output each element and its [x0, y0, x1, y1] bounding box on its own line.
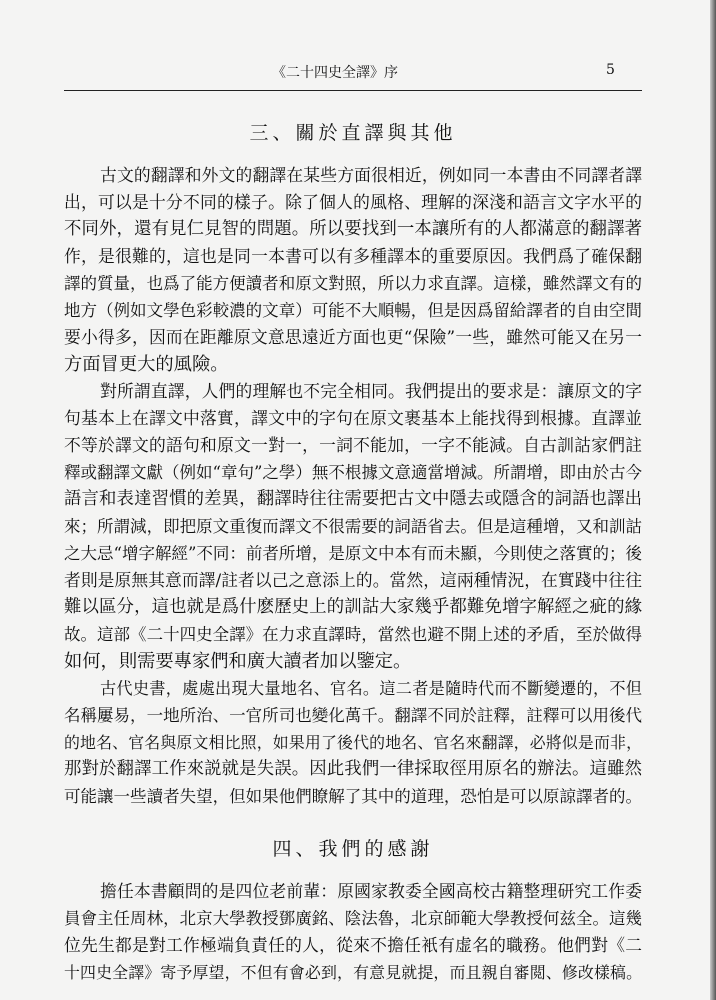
page-edge-shadow	[710, 0, 716, 1000]
text-line: 不同外，還有見仁見智的問題。所以要找到一本讓所有的人都滿意的翻譯著	[64, 219, 642, 239]
text-line: 方面冒更大的風險。	[64, 354, 229, 375]
text-line: 者則是原無其意而譯/註者以己之意添上的。當然，這兩種情況，在實踐中往往	[64, 570, 642, 590]
text-line: 如何，則需要專家們和廣大讀者加以鑒定。	[64, 651, 412, 672]
text-line: 之大忌“增字解經”不同：前者所增，是原文中本有而未顯，今則使之落實的；後	[64, 544, 642, 563]
text-line: 古文的翻譯和外文的翻譯在某些方面很相近，例如同一本書由不同譯者譯	[100, 165, 642, 185]
text-line: 的地名、官名與原文相比照，如果用了後代的地名、官名來翻譯，必將似是而非，	[64, 733, 642, 752]
section-heading-translation-approach: 三、關於直譯與其他	[249, 122, 457, 144]
text-line: 句基本上在譯文中落實，譯文中的字句在原文裹基本上能找得到根據。直譯並	[64, 408, 642, 428]
page-number: 5	[606, 62, 615, 78]
text-line: 故。這部《二十四史全譯》在力求直譯時，當然也避不開上述的矛盾，至於做得	[64, 625, 642, 644]
text-line: 古代史書，處處出現大量地名、官名。這二者是隨時代而不斷變遷的，不但	[100, 679, 642, 698]
text-line: 十四史全譯》寄予厚望，不但有會必到，有意見就提，而且親自審閲、修改樣稿。	[64, 963, 642, 982]
text-line: 員會主任周林，北京大學教授鄧廣銘、陰法魯，北京師範大學教授何兹全。這幾	[64, 909, 642, 928]
text-line: 出，可以是十分不同的樣子。除了個人的風格、理解的深淺和語言文字水平的	[64, 192, 642, 212]
text-line: 名稱屢易，一地所治、一官所司也變化萬千。翻譯不同於註釋，註釋可以用後代	[64, 706, 642, 725]
text-line: 不等於譯文的語句和原文一對一，一詞不能加，一字不能減。自古訓詁家們註	[64, 435, 642, 455]
text-line: 難以區分，這也就是爲什麽歷史上的訓詁大家幾乎都難免增字解經之疵的緣	[64, 597, 642, 617]
running-head-title: 《二十四史全譯》序	[272, 65, 398, 81]
text-line: 語言和表達習慣的差異，翻譯時往往需要把古文中隱去或隱含的詞語也譯出	[64, 489, 642, 509]
text-line: 擔任本書顧問的是四位老前輩：原國家教委全國高校古籍整理研究工作委	[100, 881, 642, 901]
text-line: 譯的質量，也爲了能方便讀者和原文對照，所以力求直譯。這樣，雖然譯文有的	[64, 274, 642, 293]
text-line: 釋或翻譯文獻（例如“章句”之學）無不根據文意適當增減。所謂增，即由於古今	[64, 463, 642, 482]
text-line: 要小得多，因而在距離原文意思遠近方面也更“保險”一些，雖然可能又在另一	[64, 327, 642, 347]
text-line: 對所謂直譯，人們的理解也不完全相同。我們提出的要求是：讓原文的字	[100, 381, 642, 401]
text-line: 作，是很難的，這也是同一本書可以有多種譯本的重要原因。我們爲了確保翻	[64, 246, 642, 266]
text-line: 位先生都是對工作極端負責任的人，從來不擔任衹有虚名的職務。他們對《二	[64, 935, 642, 955]
header-rule	[64, 90, 642, 91]
text-line: 那對於翻譯工作來説就是失誤。因此我們一律採取徑用原名的辦法。這雖然	[64, 759, 642, 779]
text-line: 地方（例如文學色彩較濃的文章）可能不大順暢，但是因爲留給譯者的自由空間	[64, 301, 642, 320]
text-line: 可能讓一些讀者失望，但如果他們瞭解了其中的道理，恐怕是可以原諒譯者的。	[64, 787, 642, 806]
section-heading-acknowledgements: 四、我們的感謝	[272, 838, 434, 860]
text-line: 來；所謂減，即把原文重復而譯文不很需要的詞語省去。但是這種增，又和訓詁	[64, 517, 642, 536]
